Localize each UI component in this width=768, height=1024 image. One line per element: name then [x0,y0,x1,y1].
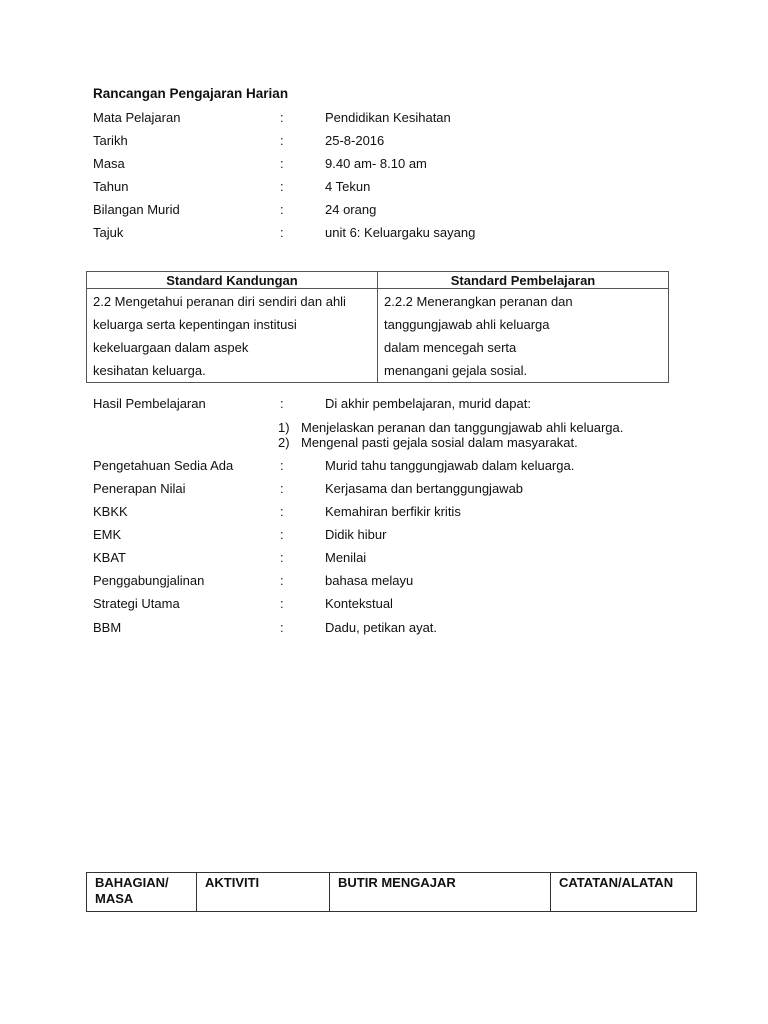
field-value: Menilai [325,550,367,565]
list-number: 1) [278,420,290,435]
standards-header-row [87,272,669,289]
list-text: Mengenal pasti gejala sosial dalam masyarakat. [301,435,578,450]
field-kbkk [93,504,733,524]
field-value: 4 Tekun [325,179,371,194]
field-label: Bilangan Murid [93,202,180,217]
field-tarikh [93,133,733,153]
field-label: Tajuk [93,225,124,240]
field-strategi-utama [93,596,733,616]
header-line: CATATAN/ALATAN [559,875,674,890]
field-separator: : [280,458,284,473]
text-line: menangani gejala sosial. [384,363,528,378]
list-number: 2) [278,435,290,450]
header-line: AKTIVITI [205,875,260,890]
page-title: Rancangan Pengajaran Harian [93,86,289,101]
field-label: BBM [93,620,122,635]
field-hasil-pembelajaran [93,396,733,416]
header-line: MASA [95,891,134,906]
field-separator: : [280,179,284,194]
field-value: Pendidikan Kesihatan [325,110,451,125]
field-label: KBAT [93,550,126,565]
header-bahagian-masa [87,873,197,912]
list-item [278,435,623,450]
field-bilangan-murid [93,202,733,222]
field-mata-pelajaran [93,110,733,130]
field-label: KBKK [93,504,128,519]
field-label: Penerapan Nilai [93,481,186,496]
field-label: Pengetahuan Sedia Ada [93,458,234,473]
lesson-plan-table [86,872,697,912]
header-standard-kandungan: Standard Kandungan [87,272,378,289]
field-separator: : [280,527,284,542]
field-value: 9.40 am- 8.10 am [325,156,427,171]
field-bbm [93,620,733,640]
list-item [278,420,623,435]
field-value: unit 6: Keluargaku sayang [325,225,476,240]
field-separator: : [280,133,284,148]
text-line: 2.2 Mengetahui peranan diri sendiri dan ahli [93,294,346,309]
field-separator: : [280,202,284,217]
header-line: BUTIR MENGAJAR [338,875,456,890]
field-label: Tarikh [93,133,128,148]
field-label: Mata Pelajaran [93,110,181,125]
field-separator: : [280,156,284,171]
field-separator: : [280,110,284,125]
field-value: Kemahiran berfikir kritis [325,504,461,519]
field-label: Hasil Pembelajaran [93,396,206,411]
learning-outcomes-list [278,420,623,450]
field-separator: : [280,481,284,496]
field-value: Dadu, petikan ayat. [325,620,438,635]
header-line: BAHAGIAN/ [95,875,169,890]
field-value: Kontekstual [325,596,393,611]
field-penerapan-nilai [93,481,733,501]
field-value: 24 orang [325,202,377,217]
field-pengetahuan-sedia-ada [93,458,733,478]
field-label: EMK [93,527,122,542]
field-label: Masa [93,156,125,171]
field-value: bahasa melayu [325,573,414,588]
field-kbat [93,550,733,570]
text-line: kekeluargaan dalam aspek [93,340,249,355]
text-line: 2.2.2 Menerangkan peranan dan [384,294,573,309]
header-catatan-alatan [551,873,697,912]
standard-pembelajaran-cell [378,289,669,383]
field-separator: : [280,573,284,588]
standard-kandungan-cell [87,289,378,383]
header-aktiviti [197,873,330,912]
text-line: tanggungjawab ahli keluarga [384,317,550,332]
field-value: Murid tahu tanggungjawab dalam keluarga. [325,458,575,473]
field-value: 25-8-2016 [325,133,385,148]
standards-row [87,289,669,383]
text-line: kesihatan keluarga. [93,363,206,378]
field-value: Di akhir pembelajaran, murid dapat: [325,396,531,411]
list-text: Menjelaskan peranan dan tanggungjawab ahli keluarga. [301,420,624,435]
lesson-plan-header-row [87,873,697,912]
field-separator: : [280,225,284,240]
field-separator: : [280,550,284,565]
header-butir-mengajar [330,873,551,912]
field-label: Tahun [93,179,129,194]
field-separator: : [280,396,284,411]
field-label: Strategi Utama [93,596,180,611]
standards-table [86,271,669,383]
field-value: Didik hibur [325,527,387,542]
field-separator: : [280,504,284,519]
text-line: dalam mencegah serta [384,340,517,355]
field-separator: : [280,620,284,635]
field-penggabungjalinan [93,573,733,593]
field-tahun [93,179,733,199]
field-label: Penggabungjalinan [93,573,205,588]
field-value: Kerjasama dan bertanggungjawab [325,481,524,496]
header-standard-pembelajaran: Standard Pembelajaran [378,272,669,289]
field-tajuk [93,225,733,245]
field-masa [93,156,733,176]
field-separator: : [280,596,284,611]
field-emk [93,527,733,547]
text-line: keluarga serta kepentingan institusi [93,317,297,332]
